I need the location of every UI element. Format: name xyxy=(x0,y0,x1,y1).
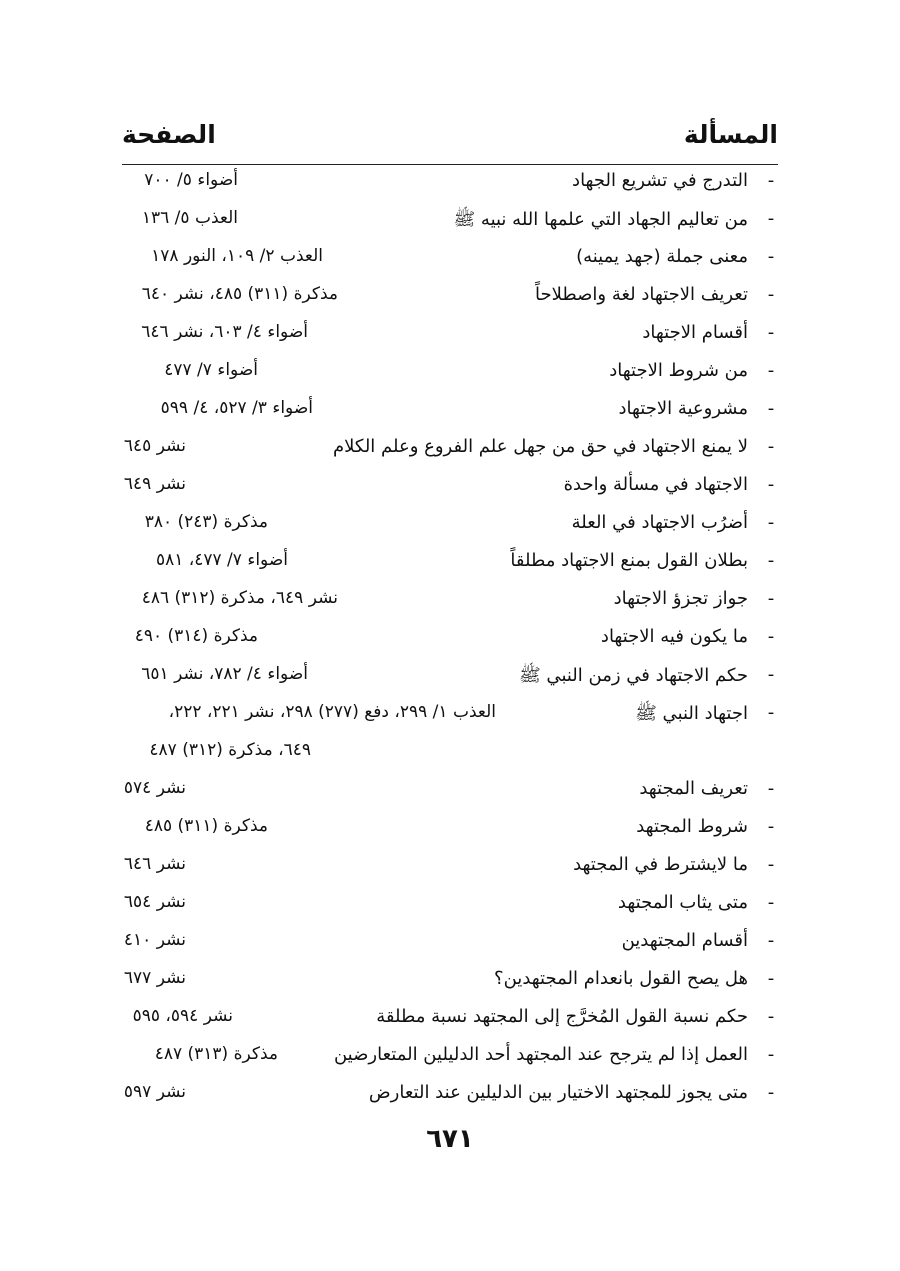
page-reference: العذب ١/ ٢٩٩، دفع (٢٧٧) ٢٩٨، نشر ٢٢١، ٢٢٢، xyxy=(168,702,496,722)
bullet-dash: - xyxy=(767,474,775,495)
issue-text: اجتهاد النبي ﷺ xyxy=(635,703,748,724)
page-reference: نشر ٦٤٥ xyxy=(123,436,186,456)
index-row xyxy=(122,659,778,697)
bullet-dash: - xyxy=(767,512,775,533)
index-row xyxy=(122,165,778,203)
issue-text: حكم الاجتهاد في زمن النبي ﷺ xyxy=(518,665,748,686)
page-reference: نشر ٥٧٤ xyxy=(123,778,186,798)
page-reference: نشر ٥٩٤، ٥٩٥ xyxy=(132,1006,233,1026)
bullet-dash: - xyxy=(767,588,775,609)
issue-text: متى يثاب المجتهد xyxy=(617,892,748,913)
page-reference: نشر ٦٤٦ xyxy=(123,854,186,874)
issue-text: من تعاليم الجهاد التي علمها الله نبيه ﷺ xyxy=(453,209,748,230)
index-row xyxy=(122,317,778,355)
page-reference: أضواء ٣/ ٥٢٧، ٤/ ٥٩٩ xyxy=(160,398,313,418)
bullet-dash: - xyxy=(767,1044,775,1065)
issue-text: مشروعية الاجتهاد xyxy=(618,398,748,419)
page-reference: مذكرة (٣١٤) ٤٩٠ xyxy=(134,626,258,646)
issue-text: ما يكون فيه الاجتهاد xyxy=(600,626,748,647)
page-reference: أضواء ٤/ ٧٨٢، نشر ٦٥١ xyxy=(141,664,308,684)
issue-text: جواز تجزؤ الاجتهاد xyxy=(613,588,748,609)
issue-text: التدرج في تشريع الجهاد xyxy=(572,170,748,191)
bullet-dash: - xyxy=(767,854,775,875)
index-row xyxy=(122,621,778,659)
index-row xyxy=(122,697,778,735)
index-row-continuation xyxy=(122,735,778,773)
index-row xyxy=(122,1039,778,1077)
bullet-dash: - xyxy=(767,778,775,799)
issue-text: هل يصح القول بانعدام المجتهدين؟ xyxy=(494,968,748,989)
index-list xyxy=(122,165,778,1115)
issue-text: أقسام الاجتهاد xyxy=(642,322,748,343)
page-reference: العذب ٥/ ١٣٦ xyxy=(141,208,238,228)
index-row xyxy=(122,849,778,887)
bullet-dash: - xyxy=(767,246,775,267)
index-row xyxy=(122,203,778,241)
index-row xyxy=(122,887,778,925)
page-reference: مذكرة (٣١٣) ٤٨٧ xyxy=(154,1044,278,1064)
bullet-dash: - xyxy=(767,1082,775,1103)
bullet-dash: - xyxy=(767,436,775,457)
index-row xyxy=(122,393,778,431)
index-row xyxy=(122,507,778,545)
index-row xyxy=(122,1001,778,1039)
page-reference: نشر ٦٧٧ xyxy=(123,968,186,988)
index-row xyxy=(122,773,778,811)
issue-text: تعريف الاجتهاد لغة واصطلاحاً xyxy=(535,284,748,305)
page-reference: مذكرة (٢٤٣) ٣٨٠ xyxy=(144,512,268,532)
issue-text: العمل إذا لم يترجح عند المجتهد أحد الدليلين المتعارضين xyxy=(333,1044,748,1065)
index-row xyxy=(122,469,778,507)
issue-text: بطلان القول بمنع الاجتهاد مطلقاً xyxy=(510,550,748,571)
index-row xyxy=(122,583,778,621)
bullet-dash: - xyxy=(767,322,775,343)
issue-text: أقسام المجتهدين xyxy=(621,930,748,951)
bullet-dash: - xyxy=(767,398,775,419)
index-row xyxy=(122,925,778,963)
index-row xyxy=(122,811,778,849)
index-row xyxy=(122,279,778,317)
index-row xyxy=(122,963,778,1001)
page-reference: أضواء ٥/ ٧٠٠ xyxy=(144,170,238,190)
page-reference: أضواء ٧/ ٤٧٧، ٥٨١ xyxy=(155,550,288,570)
bullet-dash: - xyxy=(767,626,775,647)
bullet-dash: - xyxy=(767,1006,775,1027)
page-reference: نشر ٦٤٩ xyxy=(123,474,186,494)
page-reference-continued: ٦٤٩، مذكرة (٣١٢) ٤٨٧ xyxy=(149,740,311,760)
page-reference: نشر ٤١٠ xyxy=(123,930,186,950)
page-number: ٦٧١ xyxy=(426,1124,474,1154)
bullet-dash: - xyxy=(767,550,775,571)
issue-text: الاجتهاد في مسألة واحدة xyxy=(563,474,748,495)
page-reference: مذكرة (٣١١) ٤٨٥ xyxy=(144,816,268,836)
bullet-dash: - xyxy=(767,208,775,229)
page-reference: نشر ٦٤٩، مذكرة (٣١٢) ٤٨٦ xyxy=(141,588,338,608)
page-reference: نشر ٦٥٤ xyxy=(123,892,186,912)
issue-text: شروط المجتهد xyxy=(636,816,748,837)
page-reference: مذكرة (٣١١) ٤٨٥، نشر ٦٤٠ xyxy=(141,284,338,304)
bullet-dash: - xyxy=(767,284,775,305)
issue-text: حكم نسبة القول المُخرَّج إلى المجتهد نسبة مطلقة xyxy=(376,1006,748,1027)
page-reference: أضواء ٤/ ٦٠٣، نشر ٦٤٦ xyxy=(141,322,308,342)
bullet-dash: - xyxy=(767,702,775,723)
issue-text: معنى جملة (جهد يمينه) xyxy=(576,246,748,267)
bullet-dash: - xyxy=(767,968,775,989)
bullet-dash: - xyxy=(767,930,775,951)
page-column-heading: الصفحة xyxy=(122,120,216,149)
issue-text: ما لايشترط في المجتهد xyxy=(573,854,748,875)
bullet-dash: - xyxy=(767,892,775,913)
issue-text: لا يمنع الاجتهاد في حق من جهل علم الفروع وعلم الكلام xyxy=(333,436,748,457)
page-reference: نشر ٥٩٧ xyxy=(123,1082,186,1102)
issue-text: تعريف المجتهد xyxy=(639,778,748,799)
bullet-dash: - xyxy=(767,664,775,685)
issue-text: متى يجوز للمجتهد الاختيار بين الدليلين عند التعارض xyxy=(368,1082,748,1103)
index-row xyxy=(122,355,778,393)
index-row xyxy=(122,1077,778,1115)
page-reference: أضواء ٧/ ٤٧٧ xyxy=(164,360,258,380)
page-reference: العذب ٢/ ١٠٩، النور ١٧٨ xyxy=(151,246,323,266)
bullet-dash: - xyxy=(767,816,775,837)
bullet-dash: - xyxy=(767,360,775,381)
index-row xyxy=(122,431,778,469)
bullet-dash: - xyxy=(767,170,775,191)
index-row xyxy=(122,241,778,279)
issue-text: أضرُب الاجتهاد في العلة xyxy=(571,512,748,533)
issue-column-heading: المسألة xyxy=(683,120,778,149)
index-row xyxy=(122,545,778,583)
issue-text: من شروط الاجتهاد xyxy=(609,360,748,381)
